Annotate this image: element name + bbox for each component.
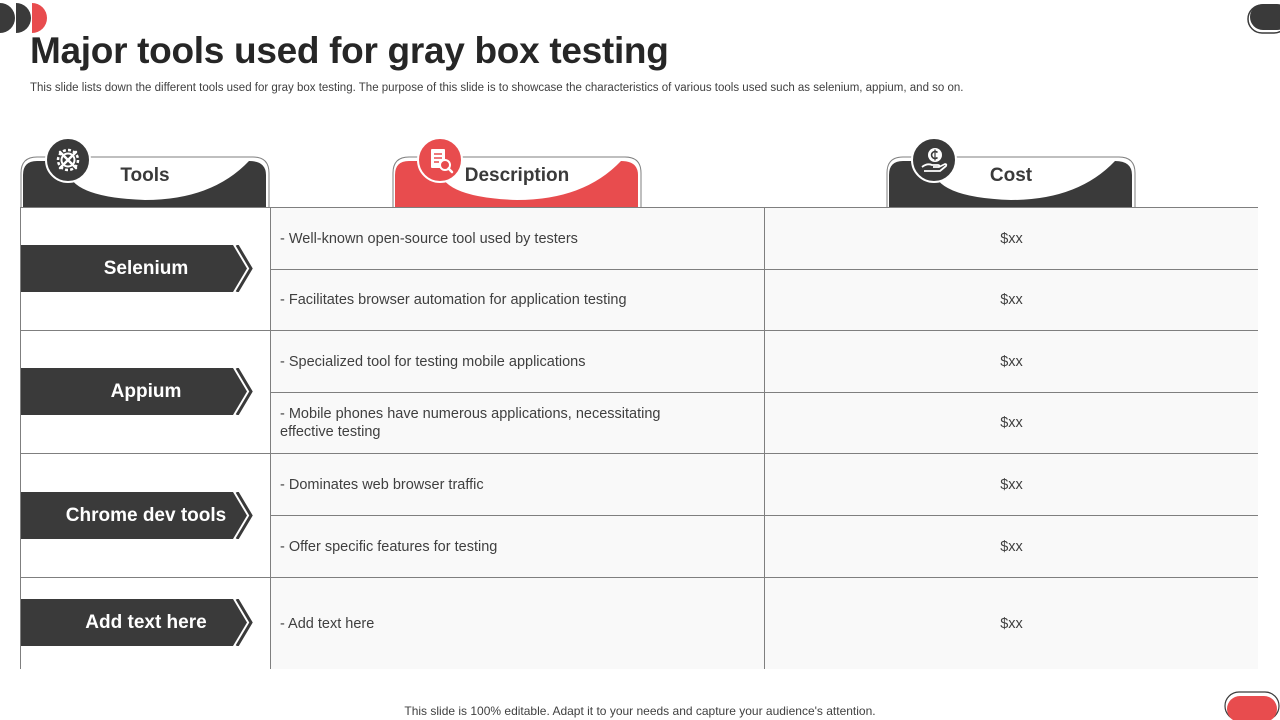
tool-name: Chrome dev tools [65, 504, 227, 526]
cost-cell: $xx [764, 454, 1258, 515]
description-cell: - Dominates web browser traffic [270, 454, 764, 515]
tool-banner-selenium [21, 245, 253, 292]
tool-name: Add text here [85, 611, 207, 633]
tool-name: Appium [110, 380, 182, 402]
cost-cell: $xx [764, 331, 1258, 392]
cost-cell: $xx [764, 516, 1258, 577]
description-cell: - Add text here [270, 578, 764, 669]
page-subtitle: This slide lists down the different tools used for gray box testing. The purpose of this slide is to showcase the characteristics of various tools used such as selenium, appium, and so on. [30, 82, 964, 94]
header-cost [886, 137, 1136, 207]
header-cost-label: Cost [989, 165, 1033, 186]
cost-cell: $xx [764, 270, 1258, 330]
footer-note: This slide is 100% editable. Adapt it to your needs and capture your audience's attention. [404, 704, 876, 718]
cost-cell: $xx [764, 393, 1258, 453]
description-cell: - Mobile phones have numerous applications, necessitating effective testing [270, 393, 764, 453]
tools-table [20, 207, 1258, 669]
tool-name: Selenium [103, 257, 189, 279]
description-cell: - Specialized tool for testing mobile applications [270, 331, 764, 392]
cost-cell: $xx [764, 208, 1258, 269]
cost-cell: $xx [764, 578, 1258, 669]
description-cell: - Well-known open-source tool used by testers [270, 208, 764, 269]
header-description-label: Description [464, 165, 570, 186]
header-description [392, 137, 642, 207]
header-tools-label: Tools [120, 165, 170, 186]
tool-banner-chrome-dev-tools [21, 492, 253, 539]
tool-banner-add-text [21, 599, 253, 646]
corner-decoration-top-right [1246, 3, 1280, 35]
description-cell: - Offer specific features for testing [270, 516, 764, 577]
header-tools [20, 137, 270, 207]
description-cell: - Facilitates browser automation for application testing [270, 270, 764, 330]
page-title: Major tools used for gray box testing [30, 30, 669, 71]
tool-banner-appium [21, 368, 253, 415]
